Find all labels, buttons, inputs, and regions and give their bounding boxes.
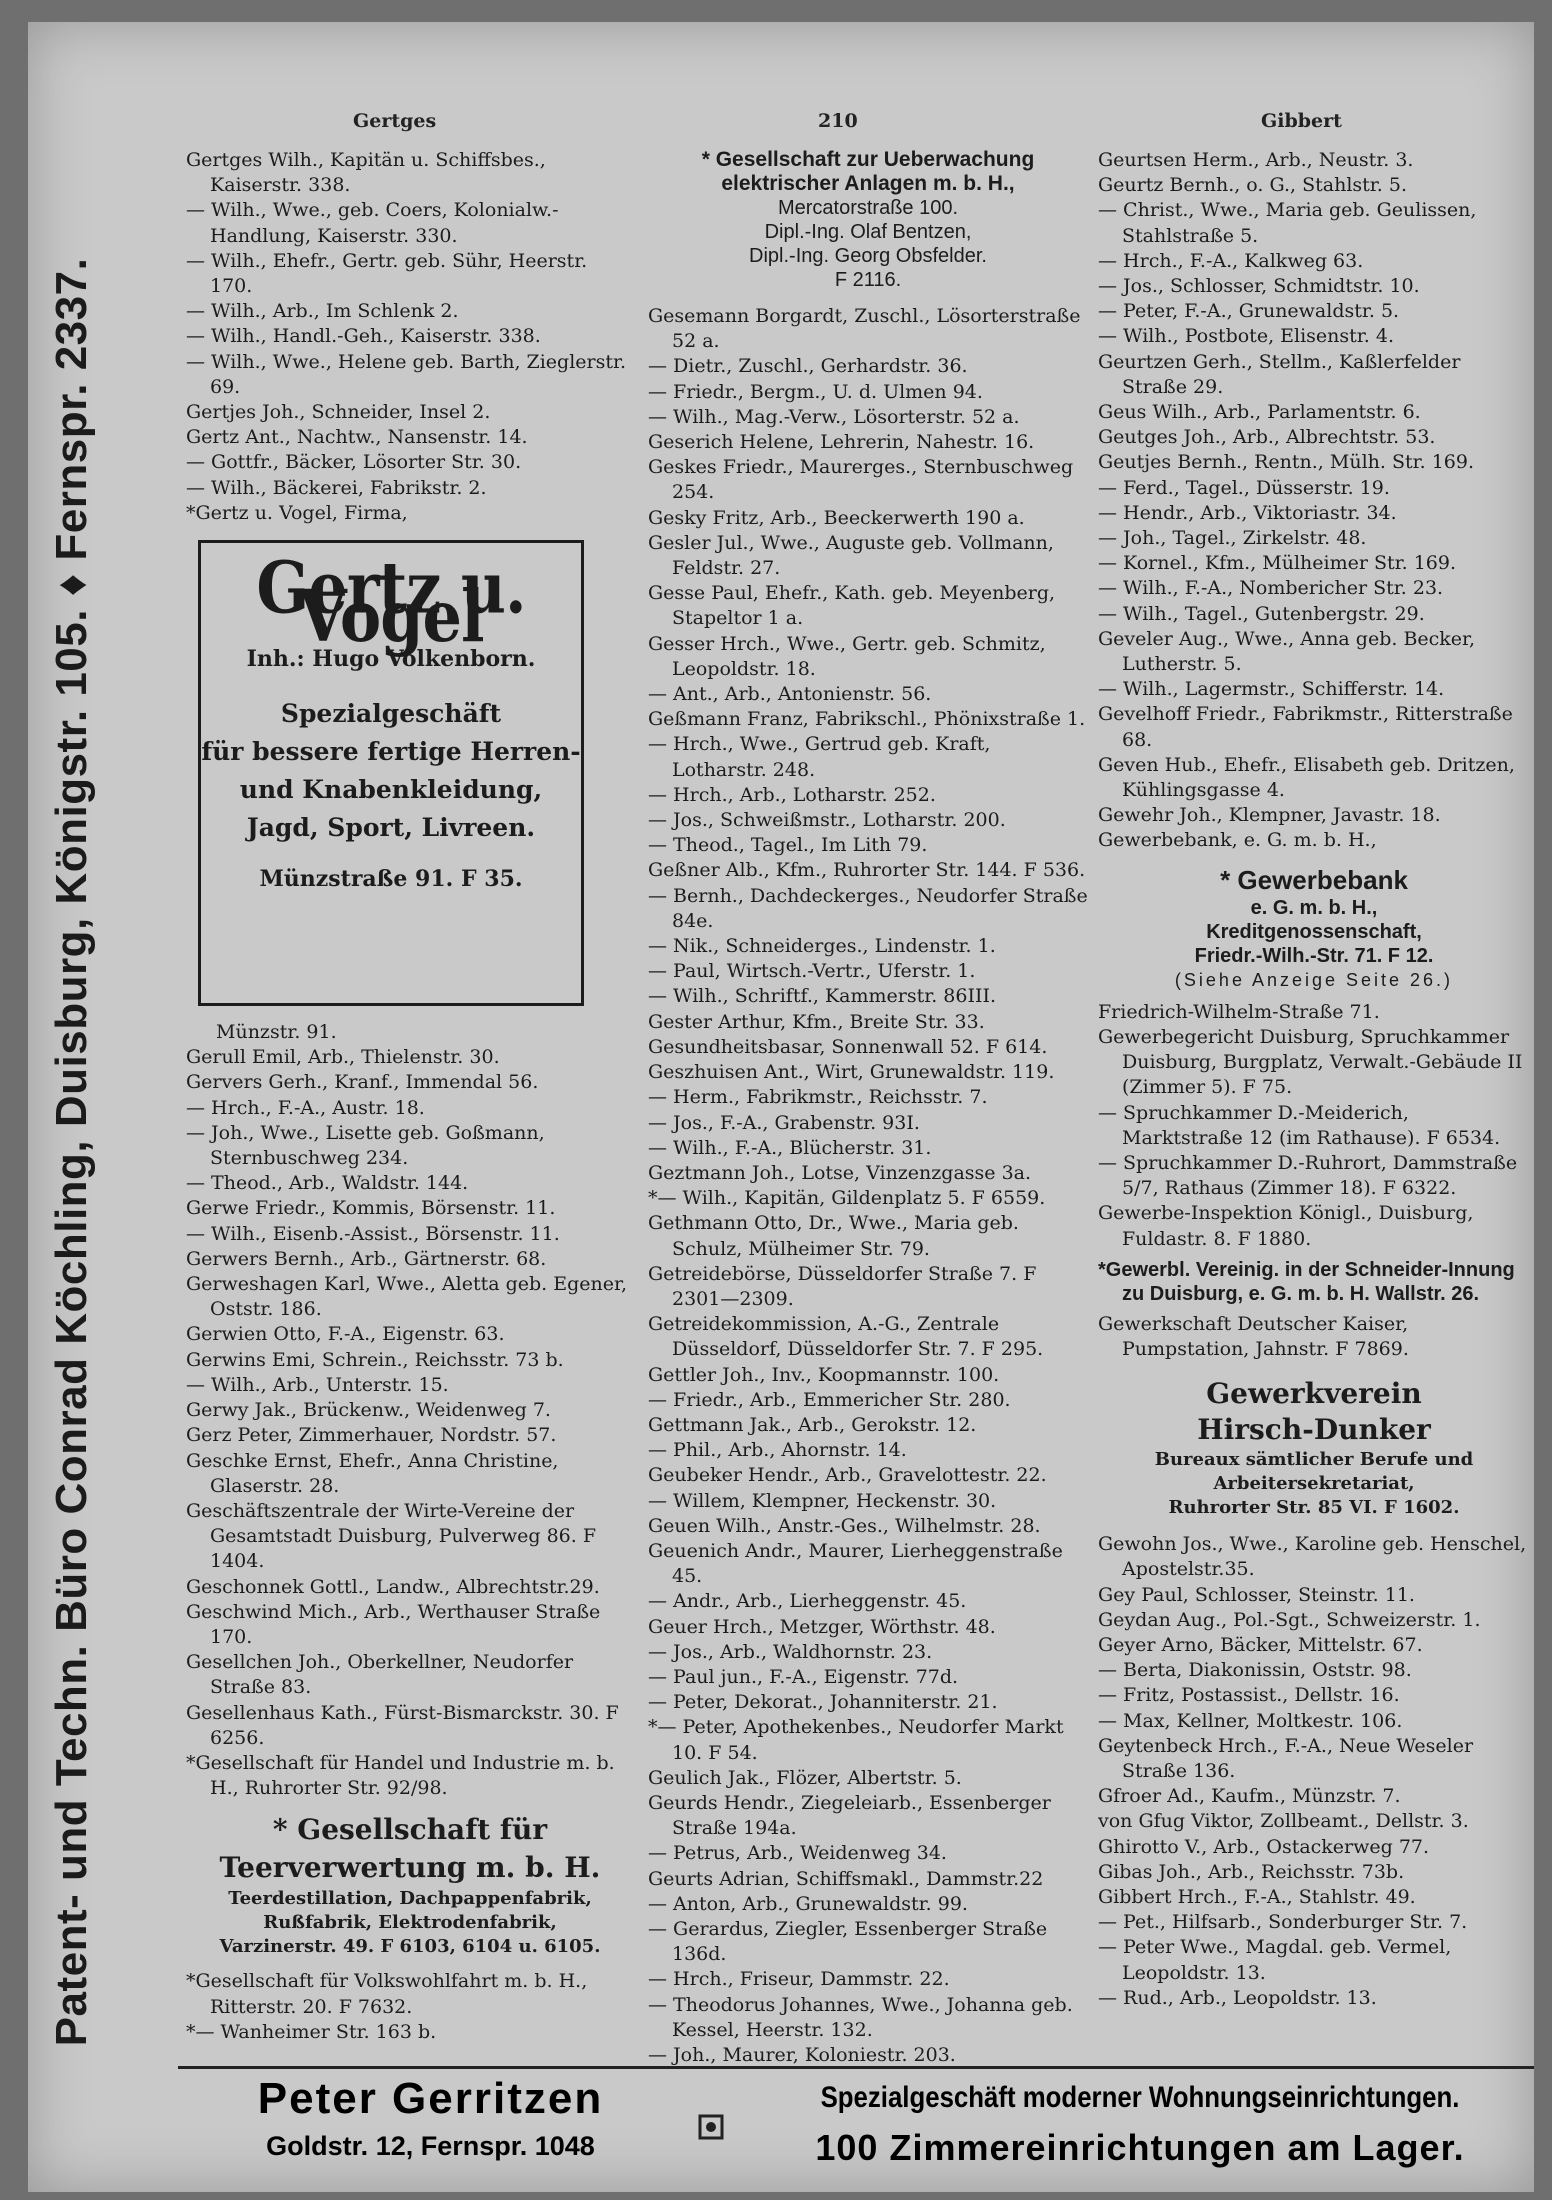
- directory-entry: Gethmann Otto, Dr., Wwe., Maria geb. Schulz, Mülheimer Str. 79.: [648, 1212, 1019, 1260]
- directory-entry: Geskes Friedr., Maurerges., Sternbuschweg 254.: [648, 456, 1074, 504]
- advert-title-2: Teerverwertung m. b. H.: [219, 1851, 601, 1885]
- directory-entry: — Wilh., Wwe., geb. Coers, Kolonialw.-Handlung, Kaiserstr. 330.: [186, 199, 559, 247]
- directory-entry: Gfroer Ad., Kaufm., Münzstr. 7.: [1098, 1785, 1401, 1808]
- directory-entry: Gerweshagen Karl, Wwe., Aletta geb. Egener, Oststr. 186.: [186, 1273, 628, 1321]
- directory-entry: Gesellchen Joh., Oberkellner, Neudorfer Straße 83.: [186, 1651, 574, 1699]
- directory-entry: Geurtsen Herm., Arb., Neustr. 3.: [1098, 149, 1414, 171]
- advert-line-1: * Gewerbebank: [1220, 864, 1408, 895]
- directory-entry: Geuenich Andr., Maurer, Lierheggenstraße 45.: [648, 1539, 1063, 1588]
- column-1: [186, 148, 634, 2045]
- directory-entry: Geztmann Joh., Lotse, Vinzenzgasse 3a.: [648, 1161, 1032, 1184]
- advert-line-3: Mercatorstraße 100.: [777, 197, 959, 219]
- advert-line-2: elektrischer Anlagen m. b. H.,: [721, 172, 1015, 195]
- column-2: [648, 148, 1088, 2068]
- directory-entry: — Gottfr., Bäcker, Lösorter Str. 30.: [186, 451, 522, 474]
- directory-entry: — Hrch., Wwe., Gertrud geb. Kraft, Lotharstr. 248.: [648, 733, 991, 781]
- directory-entry: Geszhuisen Ant., Wirt, Grunewaldstr. 119.: [648, 1061, 1055, 1084]
- advert-address: Münzstraße 91. F 35.: [259, 865, 523, 892]
- directory-entry: — Wilh., Schriftf., Kammerstr. 86III.: [648, 985, 997, 1008]
- gewerkverein-advert: [1098, 1376, 1530, 1520]
- directory-entry: — Theod., Arb., Waldstr. 144.: [186, 1172, 469, 1195]
- directory-entry: Geytenbeck Hrch., F.-A., Neue Weseler Straße 136.: [1098, 1734, 1474, 1782]
- directory-entry: Getreidekommission, A.-G., Zentrale Düsseldorf, Düsseldorfer Str. 7. F 295.: [648, 1313, 1044, 1361]
- directory-entry: — Ferd., Tagel., Düsserstr. 19.: [1098, 476, 1390, 499]
- directory-entry: — Berta, Diakonissin, Oststr. 98.: [1098, 1659, 1412, 1682]
- directory-entry: — Friedr., Arb., Emmericher Str. 280.: [648, 1388, 1011, 1411]
- directory-entry: — Paul, Wirtsch.-Vertr., Uferstr. 1.: [648, 960, 976, 983]
- directory-entry: Gertges Wilh., Kapitän u. Schiffsbes., Kaiserstr. 338.: [186, 149, 546, 197]
- advert-line-3: und Knabenkleidung,: [239, 774, 543, 804]
- advert-line-1: * Gesellschaft zur Ueberwachung: [701, 148, 1035, 171]
- directory-entry: — Peter Wwe., Magdal. geb. Vermel, Leopoldstr. 13.: [1098, 1936, 1452, 1984]
- directory-entry: Gewerbe-Inspektion Königl., Duisburg, Fuldastr. 8. F 1880.: [1098, 1202, 1474, 1250]
- entry-list: [1098, 1000, 1530, 1252]
- advert-line-2: für bessere fertige Herren-: [201, 736, 581, 766]
- directory-entry: — Phil., Arb., Ahornstr. 14.: [648, 1439, 907, 1462]
- header-left-keyword: Gertges: [353, 110, 437, 132]
- directory-entry: Gesundheitsbasar, Sonnenwall 52. F 614.: [648, 1035, 1048, 1058]
- directory-entry: *— Wanheimer Str. 163 b.: [186, 2020, 437, 2043]
- directory-entry: — Ant., Arb., Antonienstr. 56.: [648, 683, 932, 706]
- directory-entry: Geurtz Bernh., o. G., Stahlstr. 5.: [1098, 174, 1407, 197]
- directory-entry: — Kornel., Kfm., Mülheimer Str. 169.: [1098, 552, 1457, 575]
- directory-entry: Geydan Aug., Pol.-Sgt., Schweizerstr. 1.: [1098, 1608, 1481, 1631]
- directory-entry: Gesemann Borgardt, Zuschl., Lösorterstraße 52 a.: [648, 305, 1081, 353]
- directory-entry: — Spruchkammer D.-Meiderich, Marktstraße 12 (im Rathause). F 6534.: [1098, 1101, 1501, 1149]
- directory-entry: — Peter, F.-A., Grunewaldstr. 5.: [1098, 300, 1400, 323]
- directory-entry: — Hrch., Friseur, Dammstr. 22.: [648, 1968, 950, 1991]
- directory-entry: *Gertz u. Vogel, Firma,: [186, 501, 408, 524]
- directory-entry: Gey Paul, Schlosser, Steinstr. 11.: [1098, 1583, 1415, 1606]
- directory-entry: Gerwy Jak., Brückenw., Weidenweg 7.: [186, 1399, 551, 1422]
- column-3: [1098, 148, 1530, 2011]
- directory-entry: Gesellenhaus Kath., Fürst-Bismarckstr. 30. F 6256.: [186, 1701, 619, 1749]
- schneider-innung-entry: *Gewerbl. Vereinig. in der Schneider-Innung zu Duisburg, e. G. m. b. H. Wallstr. 26.: [1098, 1258, 1515, 1305]
- directory-entry: — Max, Kellner, Moltkestr. 106.: [1098, 1709, 1403, 1732]
- directory-entry: — Gerardus, Ziegler, Essenberger Straße 136d.: [648, 1918, 1048, 1966]
- gewerbebank-advert: [1098, 864, 1530, 992]
- directory-entry: *Gesellschaft für Volkswohlfahrt m. b. H., Ritterstr. 20. F 7632.: [186, 1970, 588, 2018]
- directory-entry: — Theod., Tagel., Im Lith 79.: [648, 834, 928, 857]
- directory-entry: Geschke Ernst, Ehefr., Anna Christine, Glaserstr. 28.: [186, 1449, 559, 1497]
- advert-line-3: Kreditgenossenschaft,: [1206, 920, 1422, 943]
- advert-title-1: * Gesellschaft für: [272, 1813, 548, 1847]
- directory-entry: Geutjes Bernh., Rentn., Mülh. Str. 169.: [1098, 451, 1474, 474]
- directory-entry: Geurtzen Gerh., Stellm., Kaßlerfelder Straße 29.: [1098, 350, 1461, 398]
- directory-entry: — Dietr., Zuschl., Gerhardstr. 36.: [648, 355, 968, 378]
- directory-entry: — Fritz, Postassist., Dellstr. 16.: [1098, 1684, 1400, 1707]
- advert-line-4: Ruhrorter Str. 85 VI. F 1602.: [1168, 1497, 1460, 1519]
- directory-entry: — Wilh., Handl.-Geh., Kaiserstr. 338.: [186, 325, 541, 348]
- advert-line-1: Spezialgeschäft: [280, 698, 502, 728]
- advert-line-2: e. G. m. b. H.,: [1250, 896, 1378, 919]
- directory-entry: Geschwind Mich., Arb., Werthauser Straße 170.: [186, 1600, 601, 1648]
- entry-list: [1098, 148, 1530, 854]
- directory-entry: Gertjes Joh., Schneider, Insel 2.: [186, 401, 491, 424]
- advert-line-4: Dipl.-Ing. Olaf Bentzen,: [764, 221, 972, 243]
- directory-entry: — Paul jun., F.-A., Eigenstr. 77d.: [648, 1665, 959, 1688]
- directory-entry: — Wilh., Arb., Im Schlenk 2.: [186, 300, 459, 323]
- directory-entry: — Wilh., Postbote, Elisenstr. 4.: [1098, 325, 1394, 348]
- directory-entry: Geveler Aug., Wwe., Anna geb. Becker, Lutherstr. 5.: [1098, 627, 1476, 676]
- directory-entry: — Jos., Arb., Waldhornstr. 23.: [648, 1640, 933, 1663]
- directory-entry: — Peter, Dekorat., Johanniterstr. 21.: [648, 1691, 998, 1714]
- advert-line-4: Friedr.-Wilh.-Str. 71. F 12.: [1194, 944, 1434, 967]
- sidebar-advert: Patent- und Techn. Büro Conrad Köchling, Duisburg, Königstr. 105. ♦ Fernspr. 2337.: [47, 257, 96, 2047]
- directory-entry: Geuen Wilh., Anstr.-Ges., Wilhelmstr. 28.: [648, 1514, 1041, 1537]
- directory-entry: — Bernh., Dachdeckerges., Neudorfer Straße 84e.: [648, 884, 1088, 932]
- advert-line: [201, 695, 581, 847]
- directory-page: [28, 22, 1534, 2192]
- directory-entry: — Rud., Arb., Leopoldstr. 13.: [1098, 1986, 1377, 2009]
- entry-list: [648, 304, 1088, 2068]
- directory-entry: — Wilh., Lagermstr., Schifferstr. 14.: [1098, 678, 1445, 701]
- directory-entry: — Wilh., Mag.-Verw., Lösorterstr. 52 a.: [648, 405, 1020, 428]
- directory-entry: *— Wilh., Kapitän, Gildenplatz 5. F 6559.: [648, 1187, 1046, 1210]
- directory-entry: — Jos., Schweißmstr., Lotharstr. 200.: [648, 809, 1006, 832]
- directory-entry: Gettmann Jak., Arb., Gerokstr. 12.: [648, 1413, 977, 1436]
- directory-entry: — Wilh., Ehefr., Gertr. geb. Sühr, Heerstr. 170.: [186, 249, 588, 298]
- directory-entry: Geyer Arno, Bäcker, Mittelstr. 67.: [1098, 1633, 1423, 1656]
- directory-entry: Geubeker Hendr., Arb., Gravelottestr. 22.: [648, 1464, 1047, 1487]
- advert-line-5: (Siehe Anzeige Seite 26.): [1174, 969, 1454, 990]
- directory-entry: — Hrch., Arb., Lotharstr. 252.: [648, 783, 936, 806]
- directory-entry: Gewerkschaft Deutscher Kaiser, Pumpstation, Jahnstr. F 7869.: [1098, 1312, 1409, 1360]
- directory-entry: — Hrch., F.-A., Kalkweg 63.: [1098, 249, 1364, 272]
- directory-entry: — Andr., Arb., Lierheggenstr. 45.: [648, 1590, 967, 1613]
- advert-line-3: Bureaux sämtlicher Berufe und Arbeitersekretariat,: [1154, 1449, 1474, 1495]
- advert-line-6: F 2116.: [834, 269, 902, 291]
- advert-firm-name: Gertz u. Vogel: [256, 545, 526, 659]
- footer-line-1: Spezialgeschäft moderner Wohnungseinrichtungen.: [820, 2081, 1460, 2114]
- advert-address: Varzinerstr. 49. F 6103, 6104 u. 6105.: [219, 1936, 601, 1958]
- directory-entry: Gester Arthur, Kfm., Breite Str. 33.: [648, 1010, 985, 1033]
- directory-entry: — Jos., Schlosser, Schmidtstr. 10.: [1098, 275, 1420, 298]
- footer-rule: [178, 2066, 1534, 2069]
- directory-entry: — Wilh., Eisenb.-Assist., Börsenstr. 11.: [186, 1222, 560, 1245]
- ueberwachung-advert: [648, 148, 1088, 292]
- advert-line-1: Gewerkverein: [1206, 1377, 1422, 1411]
- directory-entry: Geschäftszentrale der Wirte-Vereine der Gesamtstadt Duisburg, Pulverweg 86. F 1404.: [186, 1499, 597, 1573]
- directory-entry: Gibas Joh., Arb., Reichsstr. 73b.: [1098, 1860, 1405, 1883]
- directory-entry: — Pet., Hilfsarb., Sonderburger Str. 7.: [1098, 1911, 1468, 1934]
- directory-entry: Gerz Peter, Zimmerhauer, Nordstr. 57.: [186, 1424, 557, 1447]
- footer-address: Goldstr. 12, Fernspr. 1048: [266, 2131, 595, 2161]
- directory-entry: Gerwins Emi, Schrein., Reichsstr. 73 b.: [186, 1348, 564, 1371]
- entry-continuation: Münzstr. 91.: [216, 1021, 337, 1044]
- directory-entry: Geßner Alb., Kfm., Ruhrorter Str. 144. F 536.: [648, 859, 1086, 882]
- directory-entry: Friedrich-Wilhelm-Straße 71.: [1098, 1000, 1380, 1023]
- directory-entry: Gewerbegericht Duisburg, Spruchkammer Duisburg, Burgplatz, Verwalt.-Gebäude II (Zimmer 5). F 75.: [1098, 1025, 1523, 1099]
- directory-entry: Getreidebörse, Düsseldorfer Straße 7. F 2301—2309.: [648, 1262, 1037, 1310]
- directory-entry: — Wilh., Bäckerei, Fabrikstr. 2.: [186, 476, 487, 499]
- directory-entry: — Wilh., Tagel., Gutenbergstr. 29.: [1098, 602, 1425, 625]
- directory-entry: — Joh., Tagel., Zirkelstr. 48.: [1098, 527, 1367, 550]
- directory-entry: Gevelhoff Friedr., Fabrikmstr., Ritterstraße 68.: [1098, 703, 1513, 751]
- directory-entry: — Petrus, Arb., Weidenweg 34.: [648, 1842, 947, 1865]
- directory-entry: *— Peter, Apothekenbes., Neudorfer Markt 10. F 54.: [648, 1716, 1064, 1764]
- ornament-icon: [698, 2114, 724, 2140]
- directory-entry: Geven Hub., Ehefr., Elisabeth geb. Dritzen, Kühlingsgasse 4.: [1098, 753, 1515, 802]
- directory-entry: Gervers Gerh., Kranf., Immendal 56.: [186, 1071, 539, 1094]
- entry-list: [186, 1045, 634, 1801]
- entry-list: [186, 1969, 634, 2045]
- directory-entry: — Wilh., F.-A., Blücherstr. 31.: [648, 1136, 932, 1159]
- directory-entry: Gerull Emil, Arb., Thielenstr. 30.: [186, 1046, 500, 1069]
- directory-entry: Geus Wilh., Arb., Parlamentstr. 6.: [1098, 401, 1421, 424]
- directory-entry: Gibbert Hrch., F.-A., Stahlstr. 49.: [1098, 1885, 1416, 1908]
- directory-entry: Geurts Adrian, Schiffsmakl., Dammstr.22: [648, 1867, 1044, 1890]
- directory-entry: — Jos., F.-A., Grabenstr. 93I.: [648, 1111, 920, 1134]
- directory-entry: — Herm., Fabrikmstr., Reichsstr. 7.: [648, 1086, 988, 1109]
- directory-entry: — Anton, Arb., Grunewaldstr. 99.: [648, 1892, 968, 1915]
- directory-entry: Geutges Joh., Arb., Albrechtstr. 53.: [1098, 426, 1436, 449]
- directory-entry: — Christ., Wwe., Maria geb. Geulissen, Stahlstraße 5.: [1098, 199, 1477, 247]
- footer-firm-name: Peter Gerritzen: [257, 2074, 604, 2123]
- directory-entry: — Friedr., Bergm., U. d. Ulmen 94.: [648, 380, 983, 403]
- directory-entry: Geserich Helene, Lehrerin, Nahestr. 16.: [648, 431, 1035, 454]
- entry-list: [186, 148, 634, 526]
- footer-advert: [178, 2072, 1534, 2182]
- directory-entry: — Willem, Klempner, Heckenstr. 30.: [648, 1489, 997, 1512]
- directory-entry: Gesky Fritz, Arb., Beeckerwerth 190 a.: [648, 506, 1025, 529]
- gertz-vogel-advert: [198, 540, 584, 1006]
- directory-entry: Gesser Hrch., Wwe., Gertr. geb. Schmitz, Leopoldstr. 18.: [648, 632, 1046, 680]
- directory-entry: — Wilh., F.-A., Nombericher Str. 23.: [1098, 577, 1444, 600]
- directory-entry: Geuer Hrch., Metzger, Wörthstr. 48.: [648, 1615, 996, 1638]
- entry-list: [1098, 1312, 1530, 1362]
- directory-entry: Geßmann Franz, Fabrikschl., Phönixstraße 1.: [648, 708, 1086, 731]
- directory-entry: von Gfug Viktor, Zollbeamt., Dellstr. 3.: [1098, 1810, 1469, 1833]
- header-right-keyword: Gibbert: [1261, 110, 1342, 132]
- directory-entry: Geulich Jak., Flözer, Albertstr. 5.: [648, 1766, 962, 1789]
- directory-entry: — Wilh., Wwe., Helene geb. Barth, Zieglerstr. 69.: [186, 350, 627, 398]
- footer-left: [178, 2072, 683, 2166]
- footer-right: [740, 2072, 1534, 2172]
- directory-entry: — Wilh., Arb., Unterstr. 15.: [186, 1373, 449, 1396]
- directory-entry: — Joh., Maurer, Koloniestr. 203.: [648, 2044, 956, 2067]
- directory-entry: Gerwe Friedr., Kommis, Börsenstr. 11.: [186, 1197, 556, 1220]
- directory-entry: Gertz Ant., Nachtw., Nansenstr. 14.: [186, 426, 528, 449]
- directory-entry: Ghirotto V., Arb., Ostackerweg 77.: [1098, 1835, 1430, 1858]
- advert-line-4: Jagd, Sport, Livreen.: [246, 812, 536, 842]
- directory-entry: Geurds Hendr., Ziegeleiarb., Essenberger Straße 194a.: [648, 1791, 1051, 1840]
- entry-list: [1098, 1532, 1530, 2011]
- directory-entry: Gewehr Joh., Klempner, Javastr. 18.: [1098, 804, 1441, 827]
- page-number: 210: [818, 110, 858, 132]
- advert-owner: Inh.: Hugo Volkenborn.: [246, 646, 536, 673]
- footer-line-2: 100 Zimmereinrichtungen am Lager.: [815, 2127, 1465, 2168]
- directory-entry: — Hrch., F.-A., Austr. 18.: [186, 1096, 425, 1119]
- directory-entry: Gewerbebank, e. G. m. b. H.,: [1098, 829, 1377, 852]
- directory-entry: Gewohn Jos., Wwe., Karoline geb. Henschel, Apostelstr.35.: [1098, 1533, 1527, 1581]
- advert-line-5: Dipl.-Ing. Georg Obsfelder.: [749, 245, 987, 267]
- directory-entry: Gerwien Otto, F.-A., Eigenstr. 63.: [186, 1323, 505, 1346]
- directory-entry: Gesler Jul., Wwe., Auguste geb. Vollmann, Feldstr. 27.: [648, 531, 1054, 580]
- directory-entry: — Joh., Wwe., Lisette geb. Goßmann, Sternbuschweg 234.: [186, 1121, 545, 1170]
- teerverwertung-advert: [186, 1811, 634, 1959]
- directory-entry: *Gesellschaft für Handel und Industrie m. b. H., Ruhrorter Str. 92/98.: [186, 1751, 615, 1800]
- directory-entry: Gettler Joh., Inv., Koopmannstr. 100.: [648, 1363, 1000, 1386]
- advert-line-2: Hirsch-Dunker: [1197, 1413, 1431, 1447]
- directory-entry: — Nik., Schneiderges., Lindenstr. 1.: [648, 935, 996, 958]
- directory-entry: — Spruchkammer D.-Ruhrort, Dammstraße 5/7, Rathaus (Zimmer 18). F 6322.: [1098, 1151, 1518, 1200]
- directory-entry: — Theodorus Johannes, Wwe., Johanna geb. Kessel, Heerstr. 132.: [648, 1993, 1073, 2041]
- directory-entry: Gerwers Bernh., Arb., Gärtnerstr. 68.: [186, 1247, 547, 1270]
- directory-entry: Geschonnek Gottl., Landw., Albrechtstr.29.: [186, 1575, 600, 1598]
- directory-entry: — Hendr., Arb., Viktoriastr. 34.: [1098, 501, 1397, 524]
- advert-products: Teerdestillation, Dachpappenfabrik, Rußfabrik, Elektrodenfabrik,: [228, 1888, 592, 1934]
- directory-entry: Gesse Paul, Ehefr., Kath. geb. Meyenberg, Stapeltor 1 a.: [648, 582, 1056, 630]
